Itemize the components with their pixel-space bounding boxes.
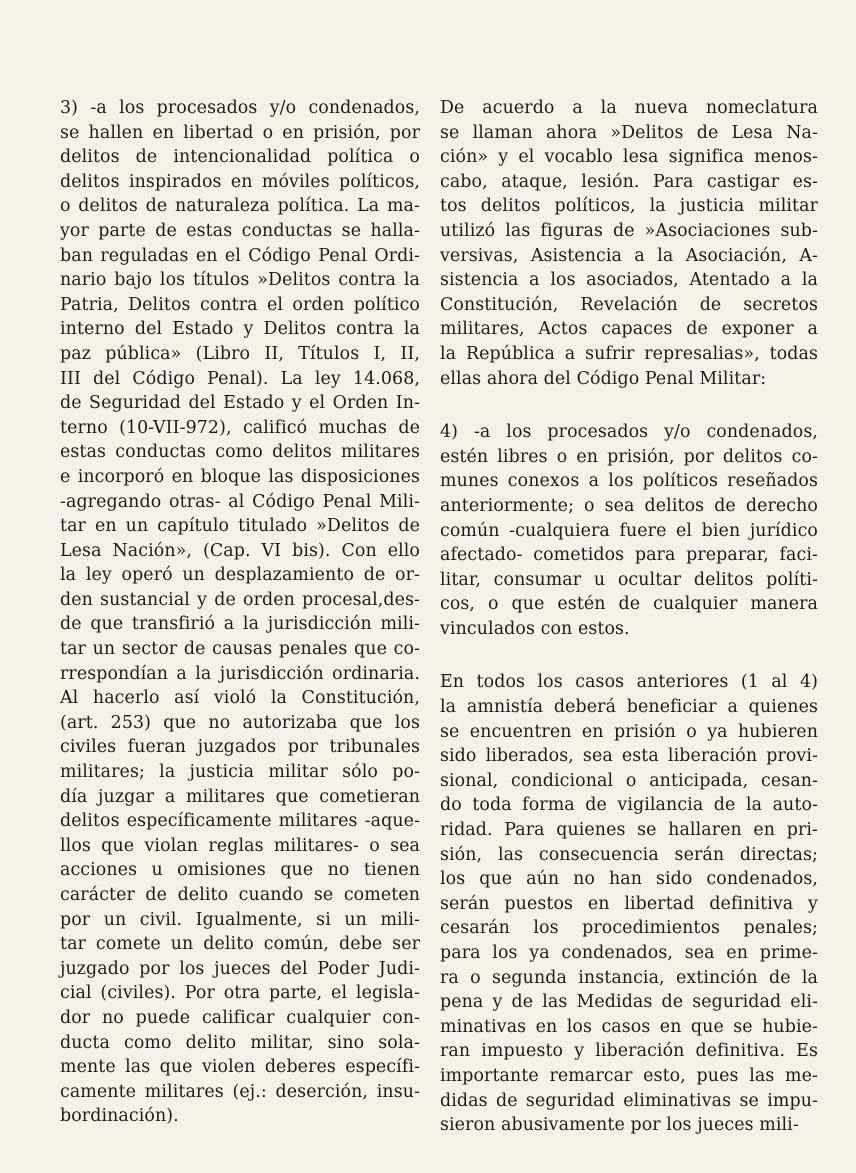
paragraph-gap	[440, 641, 818, 670]
text-line: por un civil. Igualmente, si un mili-	[60, 909, 420, 930]
text-line: III del Código Penal). La ley 14.068,	[60, 368, 420, 389]
text-line: mente las que violen deberes específi-	[60, 1057, 420, 1078]
text-line: 4) -a los procesados y/o condenados,	[440, 422, 818, 443]
text-line: -agregando otras- al Código Penal Mili-	[60, 491, 420, 512]
text-line: e incorporó en bloque las disposiciones	[60, 466, 420, 487]
text-line: Al hacerlo así violó la Constitución,	[60, 688, 420, 709]
text-line: juzgado por los jueces del Poder Judi-	[60, 958, 420, 979]
text-line: civiles fueran juzgados por tribunales	[60, 737, 420, 758]
paragraph-amnesty	[440, 670, 818, 1137]
text-line: Lesa Nación», (Cap. VI bis). Con ello	[60, 540, 420, 561]
text-line: la ley operó un desplazamiento de or-	[60, 565, 420, 586]
text-line: En todos los casos anteriores (1 al 4)	[440, 672, 818, 693]
text-line: estas conductas como delitos militares	[60, 442, 420, 463]
text-line: sional, condicional o anticipada, cesan-	[440, 770, 818, 791]
text-line: Patria, Delitos contra el orden político	[60, 294, 420, 315]
text-line: De acuerdo a la nueva nomeclatura	[440, 98, 818, 118]
text-line: militares, Actos capaces de exponer a	[440, 319, 818, 340]
text-line: sieron abusivamente por los jueces mili-	[440, 1115, 799, 1136]
text-line: anteriormente; o sea delitos de derecho	[440, 495, 818, 516]
text-line: ridad. Para quienes se hallaren en pri-	[440, 820, 818, 841]
text-line: sión, las consecuencia serán directas;	[440, 844, 818, 865]
paragraph-item-4	[440, 420, 818, 641]
text-line: ban reguladas en el Código Penal Ordi-	[60, 245, 420, 266]
text-line: de que transfirió a la jurisdicción mili-	[60, 614, 420, 635]
left-column	[60, 96, 420, 1129]
text-line: vinculados con estos.	[440, 618, 630, 639]
text-line: camente militares (ej.: deserción, insu-	[60, 1081, 420, 1102]
text-line: común -cualquiera fuere el bien jurídico	[440, 520, 818, 541]
text-line: afectado- cometidos para preparar, faci-	[440, 545, 818, 566]
text-line: litar, consumar u ocultar delitos políti-	[440, 569, 818, 590]
text-line: delitos de intencionalidad política o	[60, 147, 420, 168]
text-line: ran impuesto y liberación definitiva. Es	[440, 1041, 818, 1062]
text-line: versivas, Asistencia a la Asociación, A-	[440, 245, 818, 266]
text-line: tar comete un delito común, debe ser	[60, 934, 420, 955]
text-line: munes conexos a los políticos reseñados	[440, 471, 818, 492]
text-line: (art. 253) que no autorizaba que los	[60, 712, 420, 733]
text-line: sistencia a los asociados, Atentado a la	[440, 270, 818, 291]
text-line: ducta como delito militar, sino sola-	[60, 1032, 420, 1053]
text-line: Constitución, Revelación de secretos	[440, 294, 818, 315]
text-line: tar un sector de causas penales que co-	[60, 639, 420, 660]
text-line: sido liberados, sea esta liberación provi-	[440, 746, 818, 767]
text-line: utilizó las figuras de »Asociaciones sub-	[440, 220, 818, 241]
text-line: tar en un capítulo titulado »Delitos de	[60, 516, 420, 537]
text-line: se llaman ahora »Delitos de Lesa Na-	[440, 122, 818, 143]
text-line: la amnistía deberá beneficiar a quienes	[440, 697, 818, 718]
text-line: ellas ahora del Código Penal Militar:	[440, 368, 767, 389]
text-line: do toda forma de vigilancia de la auto-	[440, 795, 818, 816]
text-line: cos, o que estén de cualquier manera	[440, 594, 818, 615]
text-line: cial (civiles). Por otra parte, el legisla-	[60, 983, 420, 1004]
right-column	[440, 96, 818, 1138]
paragraph-gap	[440, 391, 818, 420]
text-line: ra o segunda instancia, extinción de la	[440, 967, 818, 988]
text-line: pena y de las Medidas de seguridad eli-	[440, 992, 818, 1013]
text-line: estén libres o en prisión, por delitos co-	[440, 446, 818, 467]
paragraph-nomenclature	[440, 96, 818, 391]
text-line: acciones u omisiones que no tienen	[60, 860, 420, 881]
text-line: terno (10-VII-972), calificó muchas de	[60, 417, 420, 438]
text-line: yor parte de estas conductas se halla-	[60, 220, 420, 241]
text-line: militares; la justicia militar sólo po-	[60, 762, 420, 783]
text-line: los que aún no han sido condenados,	[440, 869, 818, 890]
text-line: tos delitos políticos, la justicia militar	[440, 196, 818, 217]
text-line: rrespondían a la jurisdicción ordinaria.	[60, 663, 420, 684]
text-line: la República a sufrir represalias», todas	[440, 343, 818, 364]
text-line: cabo, ataque, lesión. Para castigar es-	[440, 171, 818, 192]
text-line: interno del Estado y Delitos contra la	[60, 319, 420, 340]
text-line: día juzgar a militares que cometieran	[60, 786, 420, 807]
text-line: nario bajo los títulos »Delitos contra la	[60, 270, 420, 291]
text-line: se encuentren en prisión o ya hubieren	[440, 721, 818, 742]
text-line: importante remarcar esto, pues las me-	[440, 1065, 818, 1086]
text-line: llos que violan reglas militares- o sea	[60, 835, 420, 856]
text-line: ción» y el vocablo lesa significa menos-	[440, 147, 818, 168]
text-line: de Seguridad del Estado y el Orden In-	[60, 393, 420, 414]
text-line: se hallen en libertad o en prisión, por	[60, 122, 420, 143]
text-line: paz pública» (Libro II, Títulos I, II,	[60, 343, 420, 364]
text-line: bordinación).	[60, 1106, 179, 1127]
text-line: cesarán los procedimientos penales;	[440, 918, 818, 939]
text-line: den sustancial y de orden procesal,des-	[60, 589, 420, 610]
text-line: didas de seguridad eliminativas se impu-	[440, 1090, 818, 1111]
text-line: o delitos de naturaleza política. La ma-	[60, 196, 420, 217]
text-line: carácter de delito cuando se cometen	[60, 885, 420, 905]
text-line: 3) -a los procesados y/o condenados,	[60, 98, 420, 118]
text-line: minativas en los casos en que se hubie-	[440, 1016, 818, 1037]
text-line: para los ya condenados, sea en prime-	[440, 943, 818, 963]
text-line: serán puestos en libertad definitiva y	[440, 893, 818, 914]
text-line: delitos inspirados en móviles políticos,	[60, 171, 420, 192]
text-line: dor no puede calificar cualquier con-	[60, 1007, 420, 1028]
text-line: delitos específicamente militares -aque-	[60, 811, 420, 832]
